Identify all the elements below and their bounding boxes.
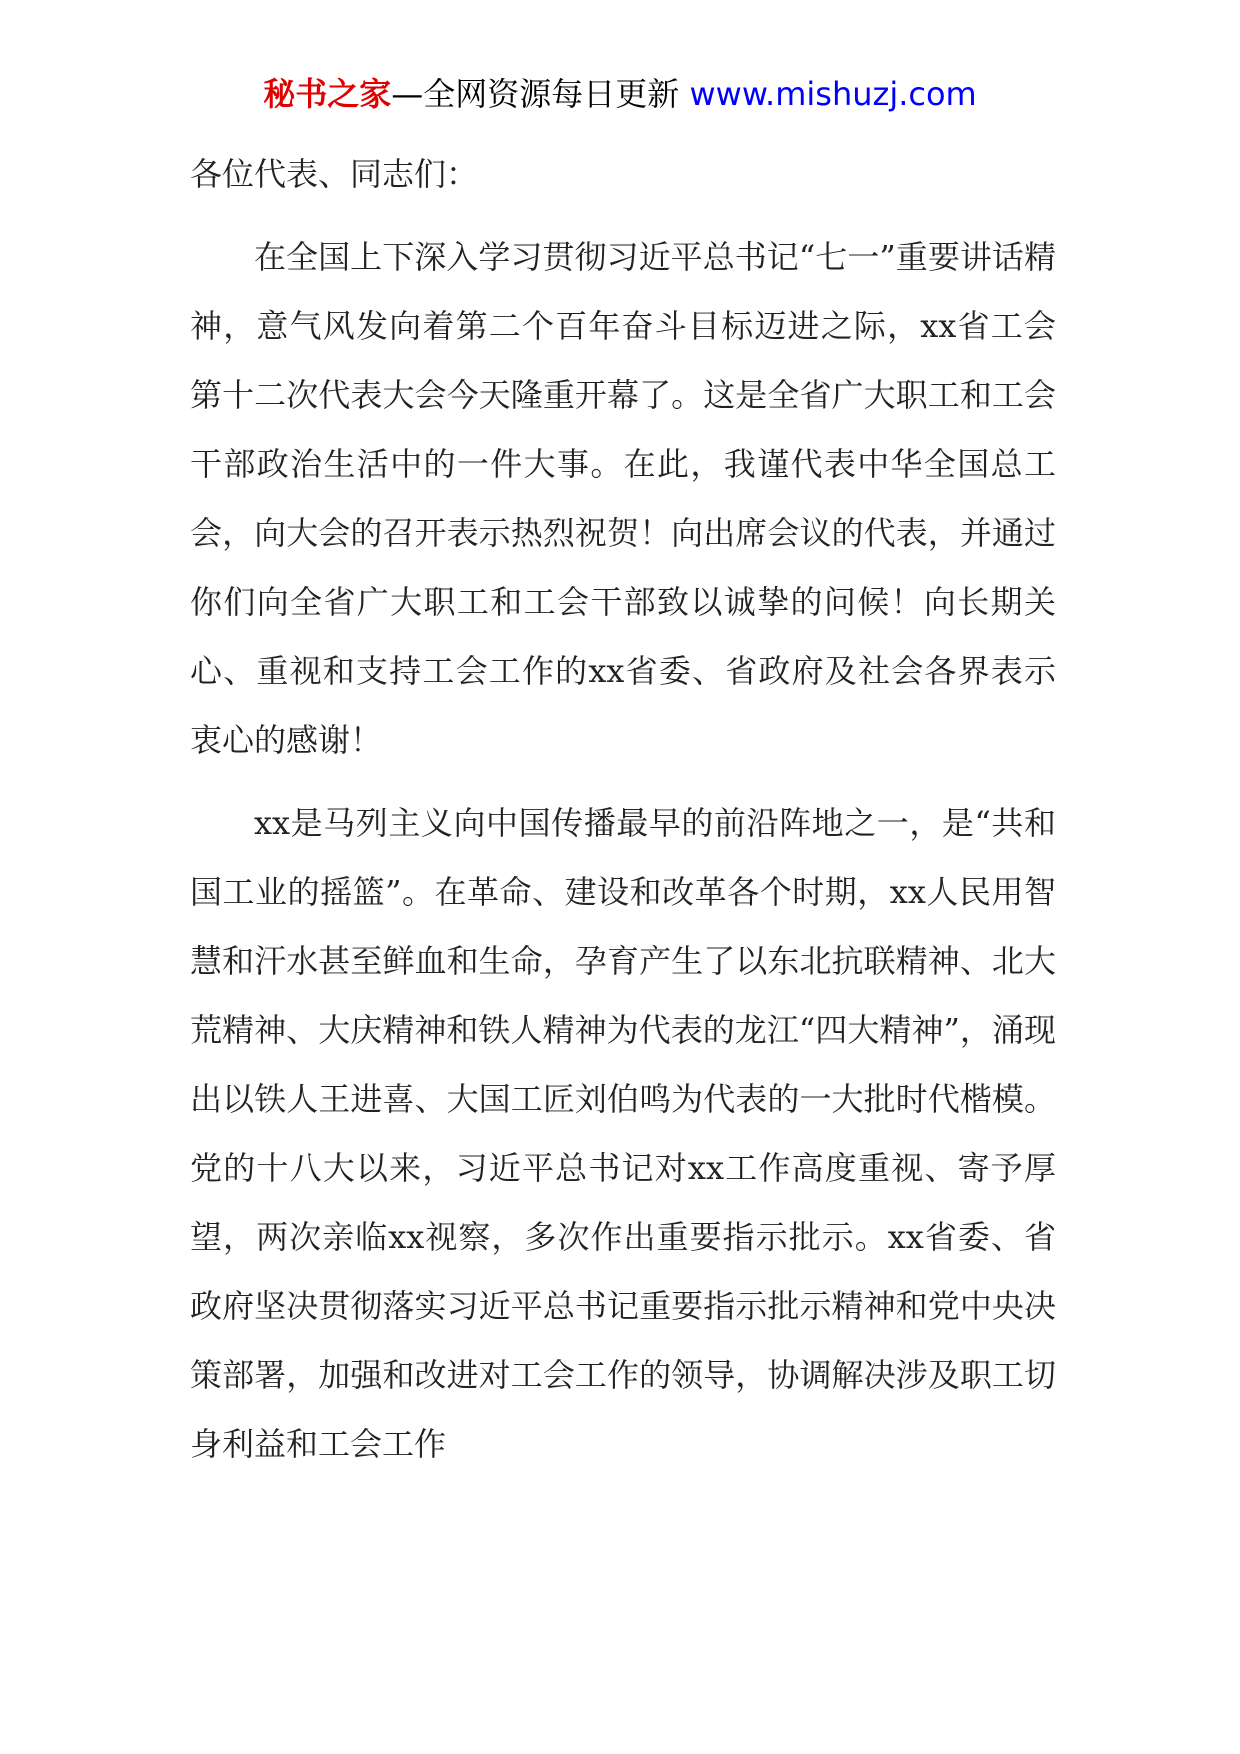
site-url-link[interactable]: www.mishuzj.com xyxy=(689,75,977,113)
site-slogan: —全网资源每日更新 xyxy=(391,75,680,113)
site-brand: 秘书之家 xyxy=(263,75,392,113)
salutation: 各位代表、同志们： xyxy=(190,155,479,193)
paragraph-1: 在全国上下深入学习贯彻习近平总书记“七一”重要讲话精神，意气风发向着第二个百年奋斗目标迈进之际，xx省工会第十二次代表大会今天隆重开幕了。这是全省广大职工和工会干部政治生活中的一件大事。在此，我谨代表中华全国总工会，向大会的召开表示热烈祝贺！向出席会议的代表，并通过你们向全省广大职工和工会干部致以诚挚的问候！向长期关心、重视和支持工会工作的xx省委、省政府及社会各界表示衷心的感谢！ xyxy=(190,238,1056,759)
paragraph-2: xx是马列主义向中国传播最早的前沿阵地之一，是“共和国工业的摇篮”。在革命、建设和改革各个时期，xx人民用智慧和汗水甚至鲜血和生命，孕育产生了以东北抗联精神、北大荒精神、大庆精神和铁人精神为代表的龙江“四大精神”，涌现出以铁人王进喜、大国工匠刘伯鸣为代表的一大批时代楷模。党的十八大以来，习近平总书记对xx工作高度重视、寄予厚望，两次亲临xx视察，多次作出重要指示批示。xx省委、省政府坚决贯彻落实习近平总书记重要指示批示精神和党中央决策部署，加强和改进对工会工作的领导，协调解决涉及职工切身利益和工会工作 xyxy=(190,804,1056,1463)
document-body xyxy=(190,140,1056,1479)
site-header xyxy=(0,72,1240,116)
